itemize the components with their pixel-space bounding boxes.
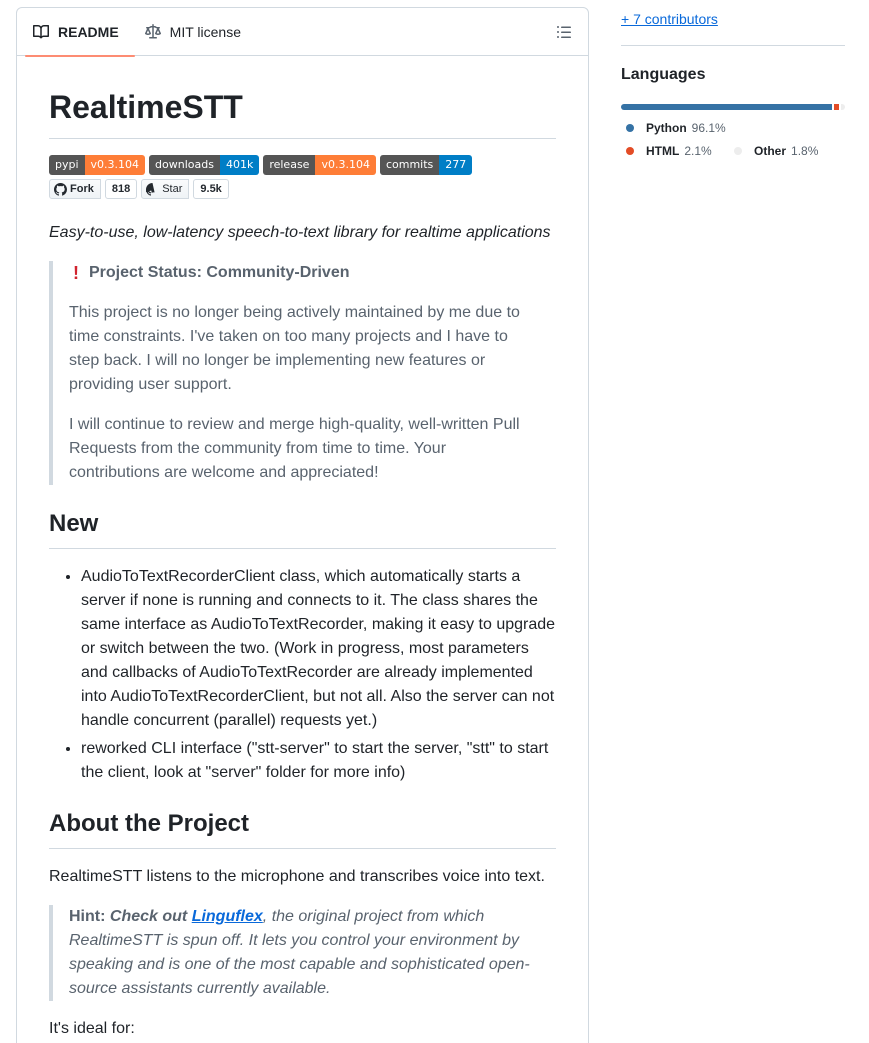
readme-content [17, 88, 588, 1041]
contributors-link[interactable]: + 7 contributors [621, 11, 718, 27]
readme-tabbar [17, 8, 588, 56]
list-unordered-icon [556, 24, 572, 40]
status-callout [49, 261, 556, 485]
ideal-for-text: It's ideal for: [49, 1020, 135, 1037]
language-other[interactable]: Other 1.8% [734, 144, 818, 158]
pypi-badge[interactable]: pypi v0.3.104 [49, 155, 145, 175]
tagline: Easy-to-use, low-latency speech-to-text library for realtime applications [49, 224, 551, 241]
languages-title: Languages [621, 66, 706, 83]
language-html[interactable]: HTML 2.1% [626, 144, 712, 158]
star-button[interactable]: Star 9.5k [141, 179, 229, 199]
language-bar-other [841, 104, 845, 110]
list-item: • AudioToTextRecorderClient class, which automatically starts a server if none is running and connects to it. The class shares the same interface as AudioToTextRecorder, making it easy to upgrade or switch between the two. (Work in progress, most parameters and callbacks of AudioToTextRecorder are already implemented into AudioToTextRecorderClient, but not all. Also the server can not handle concurrent (parallel) requests yet.) [81, 565, 556, 733]
book-icon [33, 24, 49, 40]
new-heading: New [49, 509, 556, 549]
about-intro: RealtimeSTT listens to the microphone and transcribes voice into text. [49, 868, 545, 885]
downloads-badge[interactable]: downloads 401k [149, 155, 259, 175]
readme-card [16, 7, 589, 1043]
page-title: RealtimeSTT [49, 88, 556, 139]
hint-callout [49, 905, 556, 1001]
hint-label: Hint: [69, 908, 106, 925]
language-bar-python [621, 104, 832, 110]
tab-readme[interactable] [33, 8, 127, 56]
about-heading: About the Project [49, 809, 556, 849]
status-paragraph-1: This project is no longer being actively maintained by me due to time constraints. I've taken on too many projects and I have to step back. I will no longer be implementing new features or providing user support. [69, 304, 520, 393]
outline-button[interactable] [554, 22, 574, 42]
status-heading: Project Status: Community-Driven [89, 264, 350, 281]
commits-badge[interactable]: commits 277 [380, 155, 472, 175]
dot-icon [626, 147, 634, 155]
tab-license-label: MIT license [169, 23, 241, 40]
hint-text: , the original project from which RealtimeSTT is spun off. It lets you control your environment by speaking and is one of the most capable and sophisticated open-source assistants currently available. [69, 908, 530, 997]
hint-check: Check out [109, 908, 188, 925]
star-count: 9.5k [193, 179, 228, 199]
badge-row [49, 155, 549, 199]
release-badge[interactable]: release v0.3.104 [263, 155, 376, 175]
dot-icon [734, 147, 742, 155]
exclamation-icon: ! [73, 263, 79, 283]
status-paragraph-2: I will continue to review and merge high-quality, well-written Pull Requests from the community from time to time. Your contributions are welcome and appreciated! [69, 416, 520, 481]
language-python[interactable]: Python 96.1% [626, 121, 726, 135]
list-item: • reworked CLI interface ("stt-server" to start the server, "stt" to start the client, look at "server" folder for more info) [81, 737, 556, 785]
law-icon [145, 24, 161, 40]
github-icon [54, 183, 67, 196]
tab-readme-label: README [58, 23, 119, 40]
github-icon [146, 183, 159, 196]
sidebar-divider [621, 45, 845, 46]
tab-license[interactable] [145, 8, 249, 56]
fork-count: 818 [105, 179, 137, 199]
new-list [49, 565, 556, 785]
fork-button[interactable]: Fork 818 [49, 179, 137, 199]
dot-icon [626, 124, 634, 132]
linguflex-link[interactable]: Linguflex [191, 908, 263, 925]
languages-bar [621, 104, 845, 110]
language-bar-html [834, 104, 839, 110]
